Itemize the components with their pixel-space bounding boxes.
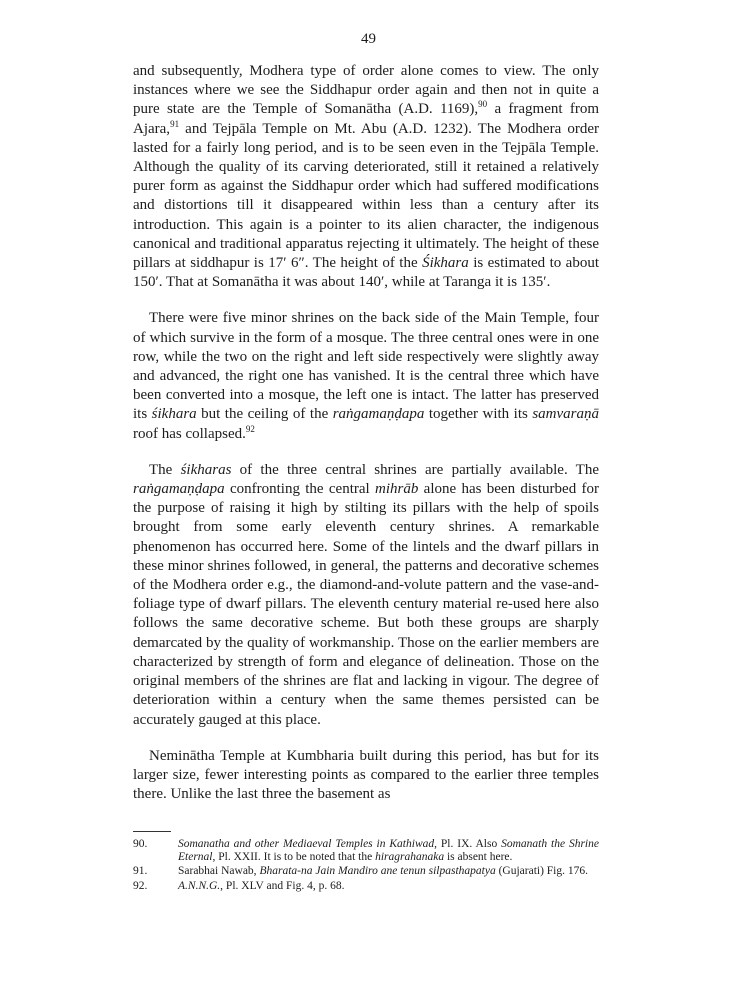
paragraph-1: and subsequently, Modhera type of order alone comes to view. The only instances where we see the Siddhapur order again and then not in quite a pure state are the Temple of Somanātha (A.D. 1169),$^{90}$ a fragment from Ajara,$^{91}$ and Tejpāla Temple on Mt. Abu (A.D. 1232). The Modhera order lasted for a fairly long period, and is to be seen even in the Tejpāla Temple. Although the quality of its carving deteriorated, still it retained a relatively purer form as against the Siddhapur order which had suffered modifications and distortions till it disappeared within less than a century after its introduction. This again is a pointer to its alien character, the indigenous canonical and traditional apparatus rejecting it ultimately. The height of these pillars at siddhapur is 17′ 6″. The height of the Śikhara is estimated to about 150′. That at Somanātha it was about 140′, while at Taranga it is 135′. — [133, 63, 600, 291]
footnote-text: Sarabhai Nawab, Bharata-na Jain Mandiro ane tenun silpasthapatya (Gujarati) Fig. 176. — [178, 865, 589, 878]
footnote-text: Somanatha and other Mediaeval Temples in Kathiwad, Pl. IX. Also Somanath the Shrine Eternal, Pl. XXII. It is to be noted that the hiragrahanaka is absent here. — [178, 838, 599, 863]
footnotes — [133, 838, 599, 894]
paragraph-4: Neminātha Temple at Kumbharia built during this period, has but for its larger size, fewer interesting points as compared to the earlier three temples there. Unlike the last three the basement as — [133, 747, 599, 803]
page-number: 49 — [361, 31, 376, 47]
paragraph-2: There were five minor shrines on the back side of the Main Temple, four of which survive in the form of a mosque. The three central ones were in one row, while the two on the right and left side respectively were slightly away and advanced, the right one has vanished. It is the central three which have been converted into a mosque, the left one is intact. The latter has preserved its śikhara but the ceiling of the raṅgamaṇḍapa together with its samvaraṇā roof has collapsed.$^{92}$ — [133, 310, 599, 442]
footnote-rule — [133, 831, 171, 832]
footnote-91 — [133, 865, 599, 878]
paragraph-3: The śikharas of the three central shrines are partially available. The raṅgamaṇḍapa confronting the central mihrāb alone has been disturbed for the purpose of raising it high by stilting its pillars with the help of spoils brought from some early eleventh century shrines. A remarkable phenomenon has occurred here. Some of the lintels and the dwarf pillars in these minor shrines followed, in general, the patterns and decorative schemes of the Modhera order e.g., the diamond-and-volute pattern and the vase-and-foliage type of dwarf pillars. The eleventh century material re-used here also follows the same decorative scheme. But both these groups are sharply demarcated by the quality of workmanship. Those on the earlier members are characterized by strength of form and elegance of delineation. Those on the original members of the shrines are flat and lacking in vigour. The degree of deterioration within a century when the same themes persisted can be accurately gauged at this place. — [133, 461, 599, 728]
footnote-number: 91. — [133, 865, 148, 878]
body-text — [133, 62, 599, 821]
footnote-number: 92. — [133, 879, 148, 892]
footnote-90 — [133, 838, 599, 863]
footnote-number: 90. — [133, 838, 148, 850]
footnote-text: A.N.N.G., Pl. XLV and Fig. 4, p. 68. — [178, 879, 345, 892]
footnote-92 — [133, 880, 599, 893]
